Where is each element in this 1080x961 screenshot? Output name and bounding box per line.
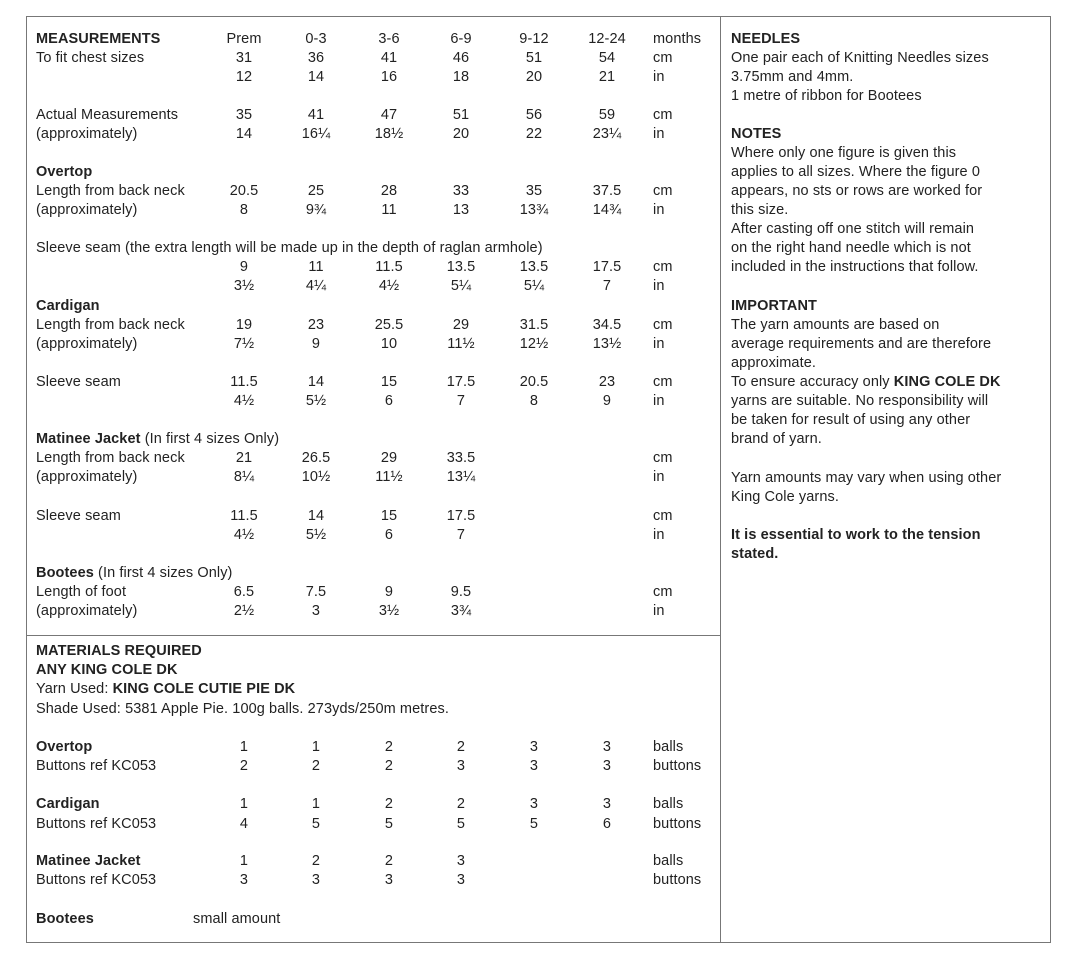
actual-in-cell: 18½: [374, 126, 404, 142]
cardigan-in-cell: 12½: [519, 336, 549, 352]
sleeve-cm-cell: 13.5: [519, 259, 549, 275]
overtop-length-label: Length from back neck: [36, 183, 185, 199]
size-header: 3-6: [378, 31, 400, 47]
sleeve-cm-cell: 17.5: [592, 259, 622, 275]
fit-in-cell: 12: [235, 69, 253, 85]
matinee-balls-cell: 2: [384, 853, 394, 869]
tension-note-line: It is essential to work to the tension: [731, 527, 981, 543]
section-divider: [26, 635, 721, 636]
materials-overtop-title: Overtop: [36, 739, 93, 755]
bootees-title-bold: Bootees: [36, 565, 94, 581]
sleeve-note: Sleeve seam (the extra length will be made up in the depth of raglan armhole): [36, 240, 543, 256]
actual-cm-cell: 56: [525, 107, 543, 123]
matinee-in-cell: 10½: [301, 469, 331, 485]
overtop-balls-cell: 2: [456, 739, 466, 755]
notes-section-line: included in the instructions that follow.: [731, 259, 979, 275]
cardigan-cm-cell: 34.5: [592, 317, 622, 333]
cardigan-balls-cell: 2: [384, 796, 394, 812]
overtop-balls-cell: 2: [384, 739, 394, 755]
matinee-cm-cell: 33.5: [446, 450, 476, 466]
overtop-buttons-cell: 3: [602, 758, 612, 774]
cardigan-sleeve-cm-cell: 23: [598, 374, 616, 390]
overtop-title: Overtop: [36, 164, 93, 180]
size-header-unit: months: [653, 31, 702, 47]
cardigan-buttons-cell: 6: [602, 816, 612, 832]
overtop-cm-cell: 37.5: [592, 183, 622, 199]
actual-cm-cell: 59: [598, 107, 616, 123]
overtop-cm-cell: 25: [307, 183, 325, 199]
cardigan-cm-cell: 19: [235, 317, 253, 333]
actual-cm-unit: cm: [653, 107, 673, 123]
overtop-cm-cell: 33: [452, 183, 470, 199]
measurements-title: MEASUREMENTS: [36, 31, 161, 47]
actual-label-approx: (approximately): [36, 126, 138, 142]
sleeve-in-cell: 5¼: [450, 278, 472, 294]
materials-subtitle: ANY KING COLE DK: [36, 662, 178, 678]
matinee-balls-cell: 2: [311, 853, 321, 869]
matinee-cm-cell: 26.5: [301, 450, 331, 466]
overtop-balls-cell: 1: [239, 739, 249, 755]
cardigan-in-cell: 9: [311, 336, 321, 352]
important-section-title: IMPORTANT: [731, 298, 818, 314]
bootees-cm-cell: 9.5: [450, 584, 472, 600]
cardigan-cm-cell: 31.5: [519, 317, 549, 333]
yarn-vary-note-line: Yarn amounts may vary when using other: [731, 470, 1002, 486]
matinee-cm-cell: 29: [380, 450, 398, 466]
actual-label: Actual Measurements: [36, 107, 179, 123]
matinee-in-unit: in: [653, 469, 665, 485]
bootees-title: [36, 564, 233, 583]
cardigan-title: Cardigan: [36, 298, 100, 314]
overtop-cm-cell: 20.5: [229, 183, 259, 199]
cardigan-in-unit: in: [653, 336, 665, 352]
cardigan-sleeve-cm-cell: 15: [380, 374, 398, 390]
actual-in-cell: 20: [452, 126, 470, 142]
cardigan-balls-cell: 1: [311, 796, 321, 812]
bootees-length-label: Length of foot: [36, 584, 127, 600]
sleeve-cm-cell: 13.5: [446, 259, 476, 275]
cardigan-buttons-cell: 5: [311, 816, 321, 832]
fit-cm-cell: 54: [598, 50, 616, 66]
bootees-in-cell: 2½: [233, 603, 255, 619]
sleeve-in-cell: 5¼: [523, 278, 545, 294]
sleeve-cm-cell: 11: [308, 259, 324, 275]
matinee-in-cell: 8¼: [233, 469, 255, 485]
important-section: [731, 297, 1041, 449]
matinee-cm-cell: 21: [235, 450, 253, 466]
overtop-in-unit: in: [653, 202, 665, 218]
fit-in-cell: 18: [452, 69, 470, 85]
cardigan-balls-cell: 1: [239, 796, 249, 812]
fit-label: To fit chest sizes: [36, 50, 145, 66]
bootees-approx-label: (approximately): [36, 603, 138, 619]
yarn-vary-note: [731, 469, 1041, 507]
cardigan-sleeve-cm-cell: 11.5: [230, 374, 258, 390]
actual-in-cell: 16¼: [301, 126, 331, 142]
important-section-line: brand of yarn.: [731, 431, 822, 447]
size-header: 6-9: [450, 31, 472, 47]
materials-cardigan-buttons-label: Buttons ref KC053: [36, 816, 157, 832]
overtop-cm-unit: cm: [653, 183, 673, 199]
overtop-buttons-cell: 2: [239, 758, 249, 774]
sleeve-in-cell: 4¼: [305, 278, 327, 294]
fit-cm-cell: 31: [235, 50, 253, 66]
cardigan-sleeve-label: Sleeve seam: [36, 374, 121, 390]
bootees-in-cell: 3¾: [450, 603, 472, 619]
matinee-sleeve-cm-cell: 17.5: [446, 508, 476, 524]
needles-section-line: One pair each of Knitting Needles sizes: [731, 50, 989, 66]
needles-section-title: NEEDLES: [731, 31, 801, 47]
matinee-sleeve-in-cell: 7: [456, 527, 466, 543]
cardigan-buttons-cell: 5: [456, 816, 466, 832]
actual-cm-cell: 47: [380, 107, 398, 123]
sleeve-in-cell: 4½: [378, 278, 400, 294]
matinee-sleeve-label: Sleeve seam: [36, 508, 121, 524]
fit-cm-cell: 46: [452, 50, 470, 66]
materials-matinee-title: Matinee Jacket: [36, 853, 141, 869]
matinee-approx-label: (approximately): [36, 469, 138, 485]
overtop-in-cell: 9¾: [305, 202, 327, 218]
tension-note: [731, 526, 1041, 564]
cardigan-sleeve-cm-cell: 17.5: [446, 374, 476, 390]
yarn-vary-note-line: King Cole yarns.: [731, 489, 839, 505]
materials-overtop-buttons-label: Buttons ref KC053: [36, 758, 157, 774]
matinee-balls-cell: 3: [456, 853, 466, 869]
important-text: To ensure accuracy only: [731, 374, 894, 390]
bootees-cm-unit: cm: [653, 584, 673, 600]
important-section-line: be taken for result of using any other: [731, 412, 971, 428]
matinee-sleeve-in-cell: 4½: [233, 527, 255, 543]
important-kingcole-line: [731, 373, 1041, 392]
overtop-in-cell: 13¾: [519, 202, 549, 218]
overtop-buttons-cell: 2: [384, 758, 394, 774]
matinee-sleeve-in-cell: 6: [384, 527, 394, 543]
overtop-buttons-cell: 3: [529, 758, 539, 774]
matinee-sleeve-cm-cell: 14: [307, 508, 325, 524]
overtop-cm-cell: 28: [380, 183, 398, 199]
cardigan-sleeve-in-cell: 7: [456, 393, 466, 409]
matinee-balls-cell: 1: [239, 853, 249, 869]
actual-cm-cell: 35: [235, 107, 253, 123]
cardigan-in-cell: 7½: [233, 336, 255, 352]
actual-in-cell: 22: [525, 126, 543, 142]
shade-used: Shade Used: 5381 Apple Pie. 100g balls. 273yds/250m metres.: [36, 701, 449, 717]
cardigan-in-cell: 11½: [447, 336, 475, 352]
cardigan-buttons-cell: 5: [529, 816, 539, 832]
matinee-sleeve-cm-cell: 11.5: [230, 508, 258, 524]
fit-in-cell: 21: [598, 69, 616, 85]
cardigan-buttons-cell: 4: [239, 816, 249, 832]
actual-in-cell: 14: [235, 126, 253, 142]
cardigan-balls-cell: 3: [529, 796, 539, 812]
matinee-cm-unit: cm: [653, 450, 673, 466]
sleeve-in-cell: 3½: [233, 278, 255, 294]
cardigan-sleeve-in-cell: 8: [529, 393, 539, 409]
actual-in-unit: in: [653, 126, 665, 142]
cardigan-sleeve-cm-cell: 14: [307, 374, 325, 390]
bootees-in-unit: in: [653, 603, 665, 619]
matinee-buttons-cell: 3: [311, 872, 321, 888]
yarn-used: [36, 680, 295, 699]
matinee-sleeve-in-cell: 5½: [305, 527, 327, 543]
cardigan-balls-unit: balls: [653, 796, 684, 812]
size-header: Prem: [226, 31, 262, 47]
overtop-buttons-cell: 3: [456, 758, 466, 774]
matinee-title-bold: Matinee Jacket: [36, 431, 141, 447]
bootees-amount: small amount: [193, 911, 281, 927]
needles-section-line: 3.75mm and 4mm.: [731, 69, 854, 85]
size-header: 12-24: [588, 31, 626, 47]
important-section-line: yarns are suitable. No responsibility will: [731, 393, 989, 409]
cardigan-sleeve-in-cell: 5½: [305, 393, 327, 409]
matinee-length-label: Length from back neck: [36, 450, 185, 466]
size-header: 9-12: [519, 31, 549, 47]
yarn-used-value: KING COLE CUTIE PIE DK: [112, 681, 296, 697]
matinee-title: [36, 430, 279, 449]
cardigan-sleeve-in-cell: 9: [602, 393, 612, 409]
bootees-note: (In first 4 sizes Only): [93, 565, 233, 581]
materials-title: MATERIALS REQUIRED: [36, 643, 202, 659]
overtop-in-cell: 13: [452, 202, 470, 218]
bootees-in-cell: 3: [311, 603, 321, 619]
sleeve-cm-unit: cm: [653, 259, 673, 275]
cardigan-balls-cell: 3: [602, 796, 612, 812]
fit-cm-unit: cm: [653, 50, 673, 66]
materials-bootees-title: Bootees: [36, 911, 94, 927]
matinee-note: (In first 4 sizes Only): [140, 431, 280, 447]
bootees-cm-cell: 6.5: [233, 584, 255, 600]
bootees-in-cell: 3½: [378, 603, 400, 619]
cardigan-sleeve-cm-unit: cm: [653, 374, 673, 390]
overtop-balls-cell: 3: [602, 739, 612, 755]
matinee-sleeve-in-unit: in: [653, 527, 665, 543]
overtop-cm-cell: 35: [525, 183, 543, 199]
cardigan-sleeve-in-unit: in: [653, 393, 665, 409]
actual-cm-cell: 41: [307, 107, 325, 123]
cardigan-sleeve-cm-cell: 20.5: [519, 374, 549, 390]
cardigan-balls-cell: 2: [456, 796, 466, 812]
overtop-in-cell: 8: [239, 202, 249, 218]
notes-section: [731, 125, 1041, 277]
cardigan-cm-cell: 25.5: [374, 317, 404, 333]
matinee-buttons-unit: buttons: [653, 872, 702, 888]
bootees-cm-cell: 7.5: [305, 584, 327, 600]
fit-in-unit: in: [653, 69, 665, 85]
notes-section-title: NOTES: [731, 126, 782, 142]
notes-section-line: Where only one figure is given this: [731, 145, 957, 161]
size-header: 0-3: [305, 31, 327, 47]
matinee-in-cell: 13¼: [446, 469, 476, 485]
overtop-balls-cell: 3: [529, 739, 539, 755]
matinee-buttons-cell: 3: [384, 872, 394, 888]
notes-section-line: this size.: [731, 202, 789, 218]
overtop-in-cell: 11: [381, 202, 397, 218]
bootees-cm-cell: 9: [384, 584, 394, 600]
cardigan-approx-label: (approximately): [36, 336, 138, 352]
fit-in-cell: 14: [307, 69, 325, 85]
matinee-sleeve-cm-unit: cm: [653, 508, 673, 524]
overtop-balls-unit: balls: [653, 739, 684, 755]
important-section-line: approximate.: [731, 355, 817, 371]
cardigan-in-cell: 10: [380, 336, 398, 352]
cardigan-in-cell: 13½: [592, 336, 622, 352]
cardigan-buttons-cell: 5: [384, 816, 394, 832]
notes-section-line: applies to all sizes. Where the figure 0: [731, 164, 981, 180]
fit-cm-cell: 41: [380, 50, 398, 66]
overtop-buttons-unit: buttons: [653, 758, 702, 774]
cardigan-buttons-unit: buttons: [653, 816, 702, 832]
important-section-line: The yarn amounts are based on: [731, 317, 940, 333]
needles-section: [731, 30, 1041, 106]
notes-section-line: appears, no sts or rows are worked for: [731, 183, 983, 199]
overtop-in-cell: 14¾: [592, 202, 622, 218]
cardigan-sleeve-in-cell: 6: [384, 393, 394, 409]
cardigan-cm-cell: 23: [307, 317, 325, 333]
fit-cm-cell: 36: [307, 50, 325, 66]
needles-section-line: 1 metre of ribbon for Bootees: [731, 88, 922, 104]
materials-cardigan-title: Cardigan: [36, 796, 100, 812]
sleeve-in-unit: in: [653, 278, 665, 294]
fit-in-cell: 20: [525, 69, 543, 85]
matinee-buttons-cell: 3: [456, 872, 466, 888]
tension-note-line: stated.: [731, 546, 779, 562]
sleeve-in-cell: 7: [602, 278, 612, 294]
actual-cm-cell: 51: [452, 107, 470, 123]
cardigan-cm-cell: 29: [452, 317, 470, 333]
matinee-buttons-cell: 3: [239, 872, 249, 888]
important-section-line: average requirements and are therefore: [731, 336, 992, 352]
cardigan-length-label: Length from back neck: [36, 317, 185, 333]
materials-matinee-buttons-label: Buttons ref KC053: [36, 872, 157, 888]
actual-in-cell: 23¼: [592, 126, 622, 142]
overtop-balls-cell: 1: [311, 739, 321, 755]
sleeve-cm-cell: 9: [239, 259, 249, 275]
overtop-approx-label: (approximately): [36, 202, 138, 218]
matinee-balls-unit: balls: [653, 853, 684, 869]
yarn-used-label: Yarn Used:: [36, 681, 113, 697]
matinee-sleeve-cm-cell: 15: [380, 508, 398, 524]
notes-section-line: on the right hand needle which is not: [731, 240, 971, 256]
fit-cm-cell: 51: [525, 50, 543, 66]
cardigan-cm-unit: cm: [653, 317, 673, 333]
notes-section-line: After casting off one stitch will remain: [731, 221, 975, 237]
matinee-in-cell: 11½: [375, 469, 403, 485]
cardigan-sleeve-in-cell: 4½: [233, 393, 255, 409]
overtop-buttons-cell: 2: [311, 758, 321, 774]
fit-in-cell: 16: [380, 69, 398, 85]
column-divider: [720, 16, 721, 943]
important-brand: KING COLE DK: [893, 374, 1001, 390]
sleeve-cm-cell: 11.5: [375, 259, 403, 275]
